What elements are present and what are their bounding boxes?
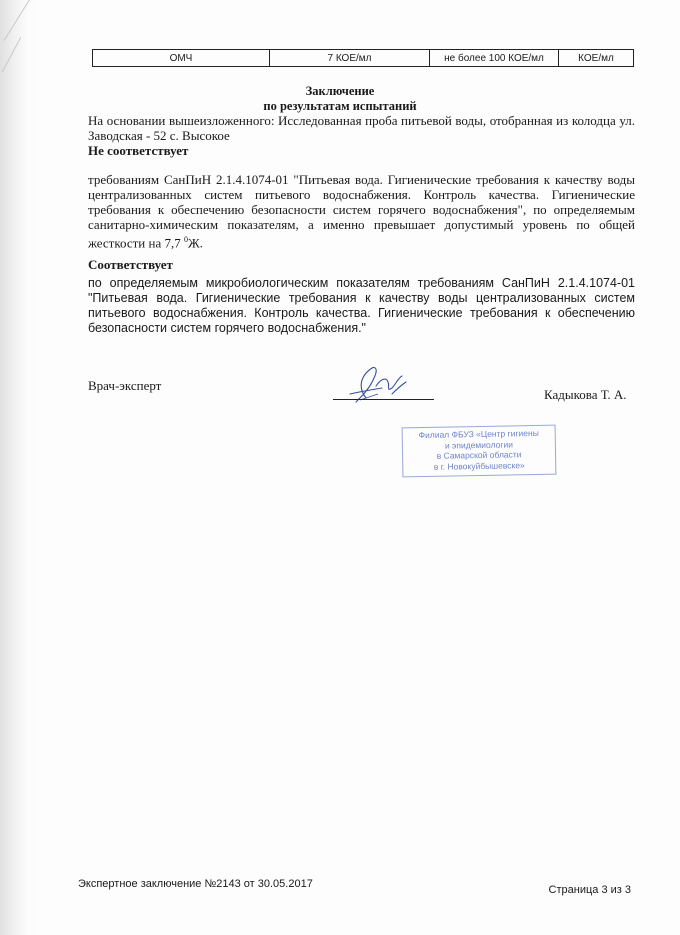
conclusion-title: Заключение [305,84,375,98]
stamp-line: в Самарской области [436,449,522,461]
norm-cell: не более 100 КОЕ/мл [430,50,559,67]
results-table [92,49,634,67]
unit-cell: КОЕ/мл [559,50,634,67]
table-row [93,50,634,67]
stamp-line: Филиал ФБУЗ «Центр гигиены [418,427,539,441]
hardness-unit: Ж. [187,235,203,251]
organization-stamp [402,425,557,478]
signature-line [333,399,434,400]
indicator-cell: ОМЧ [93,50,270,67]
compliant-paragraph: по определяемым микробиологическим показателям требованиям СанПиН 2.1.4.1074-01 "Питьевая вода. Гигиенические требования к качеству воды централизованных систем питьевого водоснабжения. Контроль качества. Гигиенические требования к обеспечению безопасности систем горячего водоснабжения." [88,276,635,335]
signer-role: Врач-эксперт [88,378,162,393]
intro-paragraph: На основании вышеизложенного: Исследованная проба питьевой воды, отобранная из колодца ул. Заводская - 52 с. Высокое [88,113,635,143]
noncompliant-label: Не соответствует [88,143,189,158]
result-cell: 7 КОЕ/мл [270,50,430,67]
compliant-label: Соответствует [88,257,173,272]
conclusion-subtitle: по результатам испытаний [263,99,417,113]
page-number: Страница 3 из 3 [548,884,631,896]
degree-exponent: 0 [183,235,188,244]
signer-name: Кадыкова Т. А. [544,387,627,402]
handwritten-signature-icon [336,358,416,413]
stamp-line: и эпидемиологии [444,438,513,451]
noncompliant-paragraph [88,172,635,250]
stamp-line: в г. Новокуйбышевске» [433,459,525,472]
scan-shadow [0,0,28,935]
document-reference: Экспертное заключение №2143 от 30.05.2017 [78,878,313,890]
noncompliant-text: требованиям СанПиН 2.1.4.1074-01 "Питьевая вода. Гигиенические требования к качеству воды централизованных систем питьевого водоснабжения. Контроль качества. Гигиенические требования к обеспечению безопасности систем горячего водоснабжения", по определяемым санитарно-химическим показателям, а именно превышает допустимый уровень по общей жесткости на 7,7 [88,172,635,251]
